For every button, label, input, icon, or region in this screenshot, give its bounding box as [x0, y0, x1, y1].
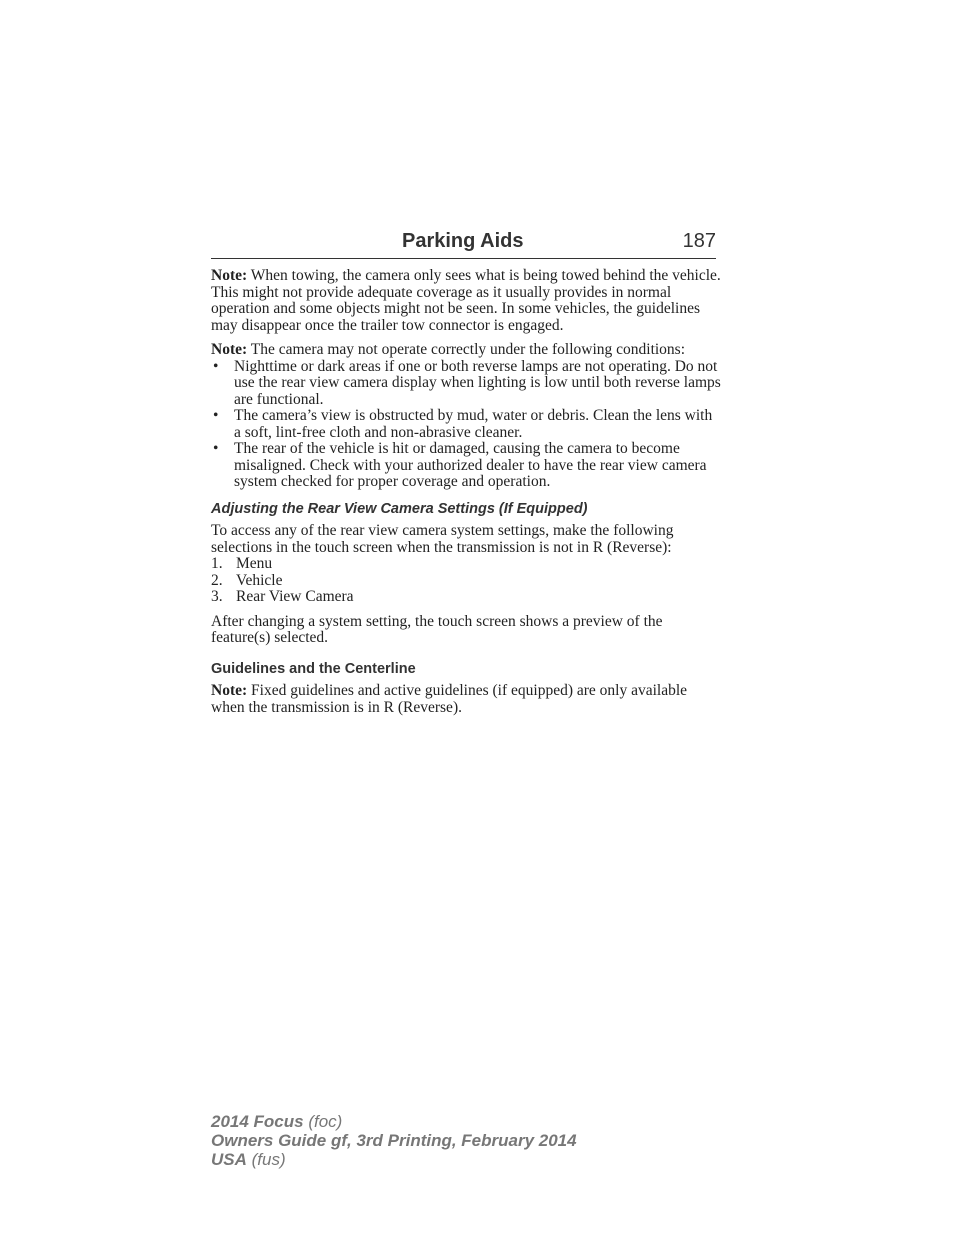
- note-conditions: [211, 342, 721, 359]
- bullet-icon: •: [213, 407, 219, 424]
- note-label: Note:: [211, 267, 248, 284]
- settings-after: After changing a system setting, the touch screen shows a preview of the feature(s) selected.: [211, 612, 663, 646]
- note-label: Note:: [211, 682, 248, 699]
- note-text: When towing, the camera only sees what is being towed behind the vehicle. This might not provide adequate coverage as it usually provides in normal operation and some objects might not be seen. In some vehicles, the guidelines may disappear once the trailer tow connector is engaged.: [211, 267, 721, 334]
- list-item: 1. Menu: [211, 555, 273, 572]
- section-title: Parking Aids: [402, 230, 524, 252]
- list-item: 2. Vehicle: [211, 571, 283, 589]
- list-item: • The camera’s view is obstructed by mud, water or debris. Clean the lens with a soft, lint-free cloth and non-abrasive cleaner.: [213, 407, 713, 441]
- settings-intro: To access any of the rear view camera system settings, make the following selections in the touch screen when the transmission is not in R (Reverse):: [211, 522, 674, 556]
- note-guidelines: [211, 683, 721, 716]
- settings-steps: [211, 556, 721, 606]
- subheading-camera-settings: Adjusting the Rear View Camera Settings (If Equipped): [211, 500, 588, 517]
- page-number: 187: [682, 230, 716, 252]
- list-item: • The rear of the vehicle is hit or damaged, causing the camera to become misaligned. Check with your authorized dealer to have the rear view camera system checked for proper coverage and operation.: [213, 440, 707, 490]
- footer-line-market: USA (fus): [211, 1150, 286, 1169]
- footer-line-model: 2014 Focus (foc): [211, 1112, 343, 1131]
- note-text: Fixed guidelines and active guidelines (if equipped) are only available when the transmission is in R (Reverse).: [211, 682, 688, 716]
- list-item: 3. Rear View Camera: [211, 588, 354, 605]
- bullet-icon: •: [213, 357, 219, 375]
- note-towing: [211, 268, 721, 334]
- subheading-guidelines: Guidelines and the Centerline: [211, 660, 416, 677]
- bullet-icon: •: [213, 440, 219, 457]
- page-header: [211, 230, 716, 259]
- note-label: Note:: [211, 341, 248, 358]
- page-footer: [211, 1112, 577, 1169]
- conditions-list: [211, 359, 721, 491]
- footer-line-edition: Owners Guide gf, 3rd Printing, February 2014: [211, 1131, 577, 1150]
- note-text: The camera may not operate correctly under the following conditions:: [247, 341, 686, 358]
- list-item: • Nighttime or dark areas if one or both reverse lamps are not operating. Do not use the rear view camera display when lighting is low until both reverse lamps are functional.: [213, 357, 721, 408]
- page-content: [211, 268, 721, 724]
